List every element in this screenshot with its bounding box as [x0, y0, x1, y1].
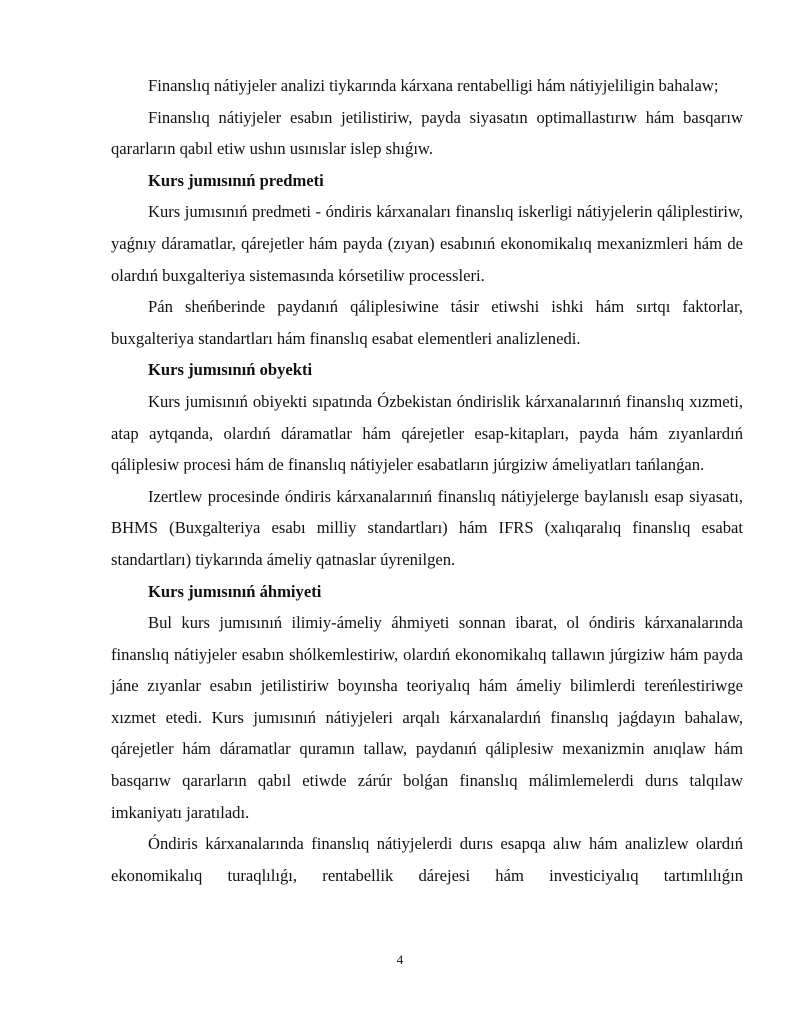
intro-paragraph-1: Finanslıq nátiyjeler analizi tiykarında kárxana rentabelligi hám nátiyjeliligin bahalaw; [148, 76, 719, 95]
page-number: 4 [396, 952, 404, 967]
ahmiyet-paragraph-1: Bul kurs jumısınıń ilimiy-ámeliy áhmiyeti sonnan ibarat, ol óndiris kárxanalarında finanslıq nátiyjeler esabın shólkemlestiriw, olardıń ekonomikalıq tallawın júrgiziw hám payda jáne zıyanlar esabın jetilistiriw boyınsha teoriyalıq hám ámeliy bilimlerdi tereńlestiriwge xızmet etedi. Kurs jumısınıń nátiyjeleri arqalı kárxanalardıń finanslıq jaǵdayın bahalaw, qárejetler hám dáramatlar quramın tallaw, paydanıń qáliplesiw mexanizmin anıqlaw hám basqarıw qararların qabıl etiwde zárúr bolǵan finanslıq málimlemelerdi durıs talqılaw imkaniyatı jaratıladı. [111, 613, 743, 822]
section-heading-obyekt: Kurs jumısınıń obyekti [148, 360, 313, 380]
section-heading-predmet: Kurs jumısınıń predmeti [148, 170, 324, 190]
document-page [111, 70, 743, 891]
obyekt-paragraph-1: Kurs jumisınıń obiyekti sıpatında Ózbekistan óndirislik kárxanalarınıń finanslıq xızmeti, atap aytqanda, olardıń dáramatlar hám qárejetler esap-kitapları, payda hám zıyanlardıń qáliplesiw procesi hám de finanslıq nátiyjeler esabatların júrgiziw ámeliyatları tańlanǵan. [111, 391, 743, 475]
section-heading-ahmiyet: Kurs jumısınıń áhmiyeti [148, 581, 322, 601]
predmet-paragraph-2: Pán sheńberinde paydanıń qáliplesiwine tásir etiwshi ishki hám sırtqı faktorlar, buxgalteriya standartları hám finanslıq esabat elementleri analizlenedi. [111, 297, 743, 348]
predmet-paragraph-1: Kurs jumısınıń predmeti - óndiris kárxanaları finanslıq iskerligi nátiyjelerin qáliplestiriw, yaǵnıy dáramatlar, qárejetler hám payda (zıyan) esabınıń ekonomikalıq mexanizmleri hám de olardıń buxgalteriya sistemasında kórsetiliw processleri. [111, 202, 743, 285]
ahmiyet-paragraph-2: Óndiris kárxanalarında finanslıq nátiyjelerdi durıs esapqa alıw hám analizlew olardıń ekonomikalıq turaqlılıǵı, rentabellik dárejesi hám investiciyalıq tartımlılıǵın [111, 834, 743, 885]
obyekt-paragraph-2: Izertlew procesinde óndiris kárxanalarınıń finanslıq nátiyjelerge baylanıslı esap siyasatı, BHMS (Buxgalteriya esabı milliy standartları) hám IFRS (xalıqaralıq finanslıq esabat standartları) tiykarında ámeliy qatnaslar úyrenilgen. [111, 486, 743, 569]
intro-paragraph-2: Finanslıq nátiyjeler esabın jetilistiriw, payda siyasatın optimallastırıw hám basqarıw qararların qabıl etiw ushın usınıslar islep shıǵıw. [111, 107, 743, 159]
